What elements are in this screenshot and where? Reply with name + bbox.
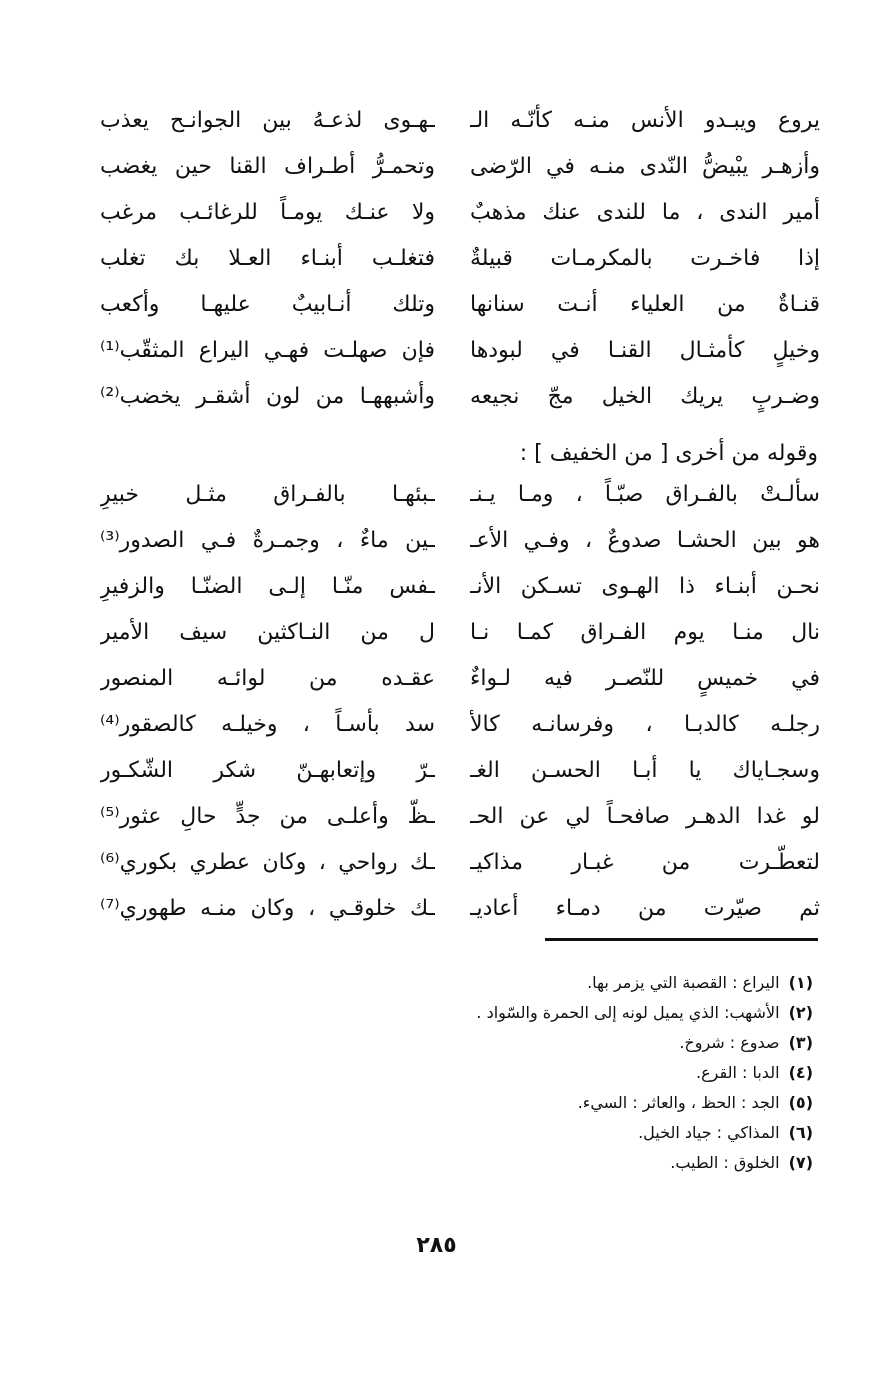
footnote-item (173, 1148, 813, 1178)
hemistich-second: ـهـوى لذعـهُ بين الجوانـح يعذب (100, 108, 435, 133)
hemistich-second: ـك رواحي ، وكان عطري بكوري⁽⁶⁾ (100, 850, 435, 875)
hemistich-first: سألـتْ بالفـراق صبّـاً ، ومـا يـنـ (470, 482, 820, 507)
hemistich-first: هو بين الحشـا صدوعٌ ، وفـي الأعـ (470, 528, 820, 553)
hemistich-first: وسجـاياك يا أبـا الحسـن الغـ (470, 758, 820, 783)
hemistich-second: ل من النـاكثين سيف الأمير (100, 620, 435, 645)
hemistich-first: يروع ويبـدو الأنس منـه كأنّـه الـ (470, 108, 820, 133)
hemistich-second: ـبئهـا بالفـراق مثـل خبيرِ (100, 482, 435, 507)
footnote-number: (٦) (788, 1123, 813, 1142)
hemistich-second: ـفس منّـا إلـى الضنّـا والزفيرِ (100, 574, 435, 599)
couplet (100, 748, 820, 794)
footnote-item (173, 1028, 813, 1058)
footnote-text: المذاكي : جياد الخيل. (638, 1123, 780, 1142)
hemistich-second: عقـده من لوائـه المنصور (100, 666, 435, 691)
hemistich-first: إذا فاخـرت بالمكرمـات قبيلةٌ (470, 246, 820, 271)
hemistich-second: ـظّ وأعلـى من جدٍّ حالِ عثور⁽⁵⁾ (100, 804, 435, 829)
couplet (100, 886, 820, 932)
hemistich-second: ـرّ وإتعابهـنّ شكر الشّكـور (100, 758, 435, 783)
footnote-text: الخلوق : الطيب. (670, 1153, 780, 1172)
footnote-item (173, 968, 813, 998)
couplet (100, 610, 820, 656)
poem-first (100, 98, 820, 420)
footnote-number: (٧) (788, 1153, 813, 1172)
hemistich-second: ولا عنـك يومـاً للرغائـب مرغب (100, 200, 435, 225)
hemistich-second: فتغلـب أبنـاء العـلا بك تغلب (100, 246, 435, 271)
poem-second (100, 472, 820, 932)
footnote-number: (١) (788, 973, 813, 992)
footnote-text: الدبا : القرع. (696, 1063, 780, 1082)
footnote-text: الأشهب: الذي يميل لونه إلى الحمرة والسّواد . (476, 1003, 780, 1022)
hemistich-first: في خميسٍ للنّصـر فيه لـواءٌ (470, 666, 820, 691)
footnote-number: (٢) (788, 1003, 813, 1022)
hemistich-second: ـك خلوقـي ، وكان منـه طهوري⁽⁷⁾ (100, 896, 435, 921)
hemistich-second: ـين ماءٌ ، وجمـرةٌ فـي الصدور⁽³⁾ (100, 528, 435, 553)
hemistich-second: وأشبههـا من لون أشقـر يخضب⁽²⁾ (100, 384, 435, 409)
hemistich-first: رجلـه كالدبـا ، وفرسانـه كالأ (470, 712, 820, 737)
couplet (100, 518, 820, 564)
hemistich-first: وخيلٍ كأمثـال القنـا في لبودها (470, 338, 820, 363)
hemistich-first: ثم صيّرت من دمـاء أعاديـ (470, 896, 820, 921)
couplet (100, 328, 820, 374)
footnote-text: الجد : الحظ ، والعاثر : السيء. (577, 1093, 780, 1112)
footnote-number: (٤) (788, 1063, 813, 1082)
hemistich-first: وضـربٍ يريك الخيل مجّ نجيعه (470, 384, 820, 409)
couplet (100, 564, 820, 610)
hemistich-first: لتعطّـرت من غبـار مذاكيـ (470, 850, 820, 875)
page-number: ٢٨٥ (416, 1233, 457, 1258)
couplet (100, 702, 820, 748)
couplet (100, 98, 820, 144)
hemistich-first: نال منـا يوم الفـراق كمـا نـا (470, 620, 820, 645)
couplet (100, 656, 820, 702)
footnote-item (173, 1088, 813, 1118)
footnote-number: (٣) (788, 1033, 813, 1052)
couplet (100, 190, 820, 236)
footnote-item (173, 1058, 813, 1088)
hemistich-second: سد بأسـاً ، وخيلـه كالصقور⁽⁴⁾ (100, 712, 435, 737)
couplet (100, 472, 820, 518)
couplet (100, 282, 820, 328)
hemistich-first: أمير الندى ، ما للندى عنك مذهبٌ (470, 200, 820, 225)
footnote-number: (٥) (788, 1093, 813, 1112)
footnote-text: صدوع : شروخ. (679, 1033, 780, 1052)
footnote-item (173, 1118, 813, 1148)
footnotes (173, 968, 813, 1178)
hemistich-first: قنـاةٌ من العلياء أنـت سنانها (470, 292, 820, 317)
hemistich-second: وتلك أنـابيبٌ عليهـا وأكعب (100, 292, 435, 317)
couplet (100, 794, 820, 840)
couplet (100, 840, 820, 886)
hemistich-first: نحـن أبنـاء ذا الهـوى تسـكن الأنـ (470, 574, 820, 599)
poem-intro: وقوله من أخرى [ من الخفيف ] : (519, 441, 818, 466)
footnote-item (173, 998, 813, 1028)
hemistich-second: فإن صهلـت فهـي اليراع المثقّب⁽¹⁾ (100, 338, 435, 363)
hemistich-first: وأزهـر يبْيضُّ النّدى منـه في الرّضى (470, 154, 820, 179)
couplet (100, 236, 820, 282)
hemistich-second: وتحمـرُّ أطـراف القنا حين يغضب (100, 154, 435, 179)
hemistich-first: لو غدا الدهـر صافحـاً لي عن الحـ (470, 804, 820, 829)
couplet (100, 144, 820, 190)
footnote-text: اليراع : القصبة التي يزمر بها. (587, 973, 780, 992)
couplet (100, 374, 820, 420)
footnote-divider (545, 938, 818, 941)
